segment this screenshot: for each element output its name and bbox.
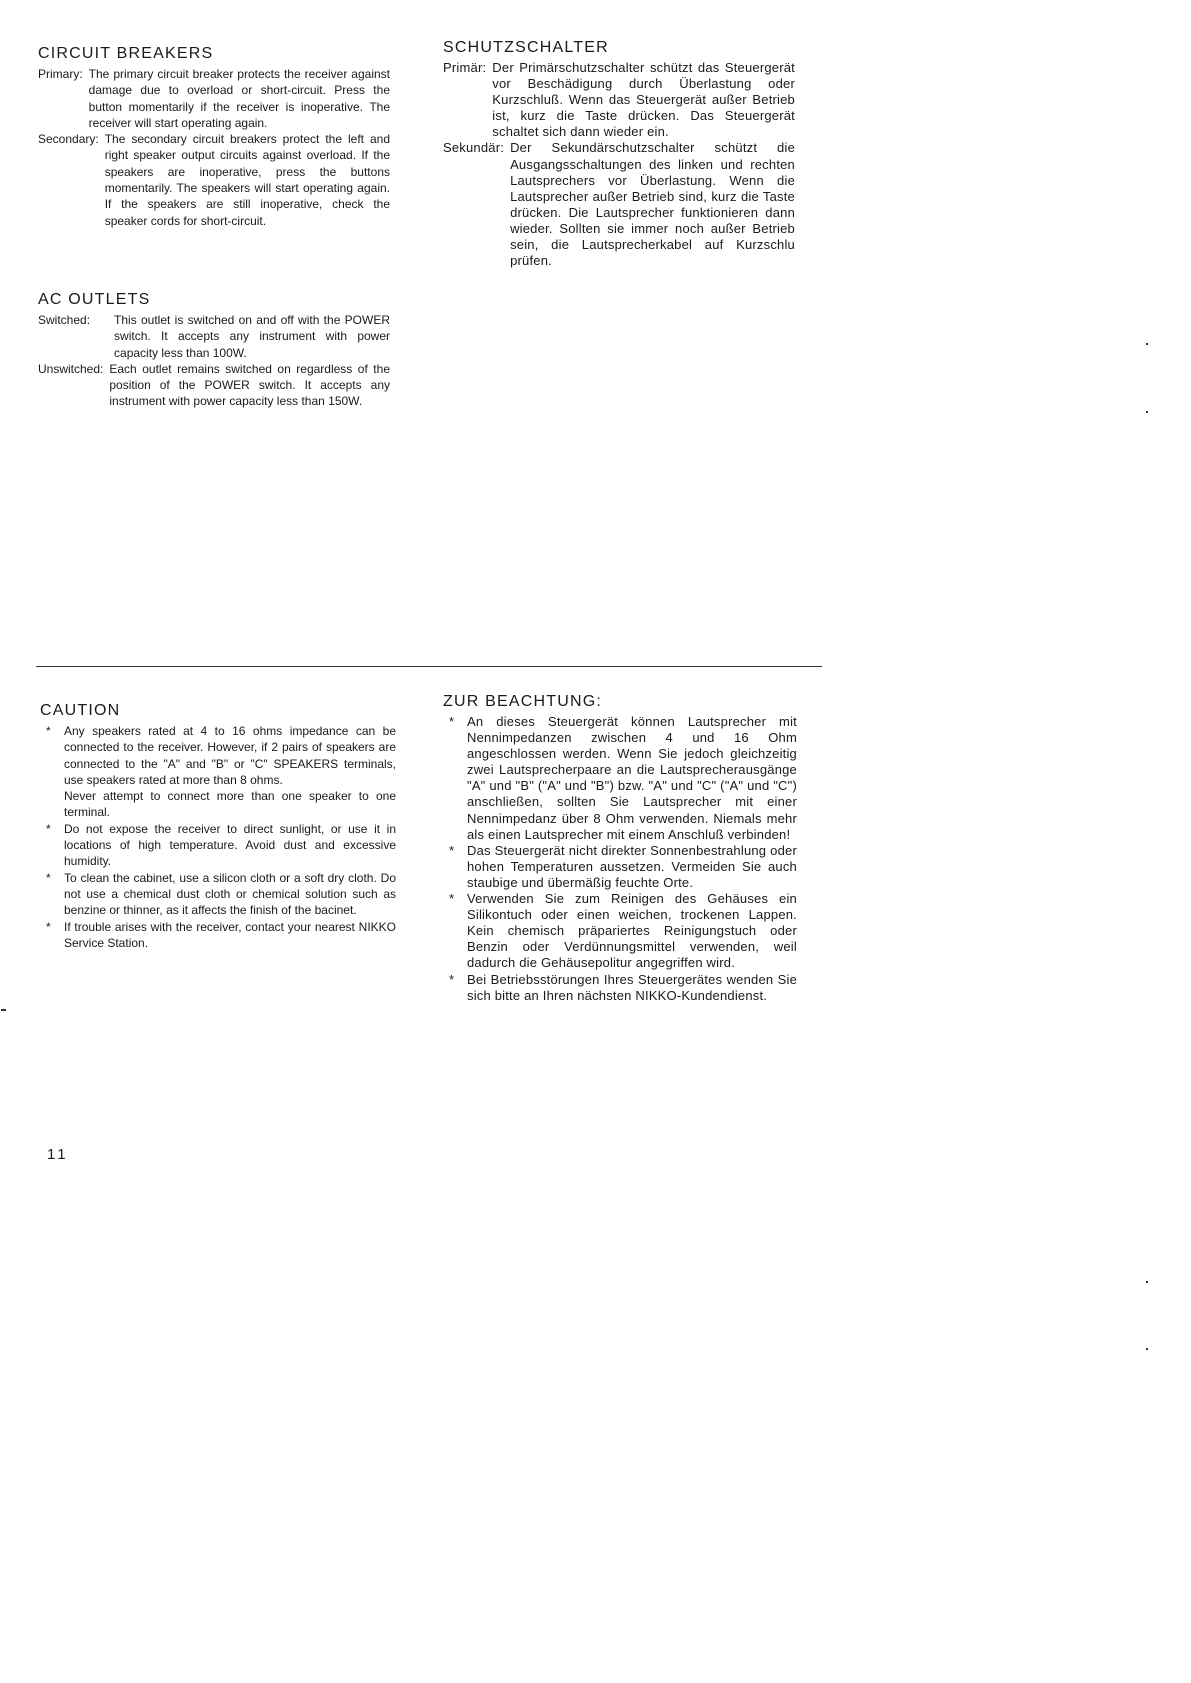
- beachtung-item-text: Verwenden Sie zum Reinigen des Gehäuses ein Silikontuch oder einen weichen, trockenen Lappen. Kein chemisch präpariertes Reinigungstuch oder Benzin oder Verdünnungsmittel verwenden, weil dadurch die Gehäusepolitur angegriffen wird.: [467, 891, 797, 971]
- term-sekundaer: Sekundär:: [443, 140, 505, 156]
- text-primary: The primary circuit breaker protects the receiver against damage due to overload or short-circuit. Press the button momentarily if the receiver is inoperative. The receiver will start operating again.: [88, 67, 390, 130]
- definition-sekundaer: [443, 140, 795, 269]
- section-divider: [36, 666, 822, 667]
- heading-ac-outlets: AC OUTLETS: [38, 291, 151, 308]
- bullet-star: *: [46, 870, 51, 885]
- heading-zur-beachtung: ZUR BEACHTUNG:: [443, 693, 603, 710]
- bullet-star: *: [46, 919, 51, 934]
- term-secondary: Secondary:: [38, 132, 99, 147]
- scan-speck: [1146, 411, 1148, 413]
- bullet-star: *: [449, 714, 455, 729]
- term-primaer: Primär:: [443, 60, 487, 75]
- caution-item-3: [40, 870, 396, 919]
- section-schutzschalter: [443, 38, 795, 269]
- scan-speck: [1, 1009, 6, 1011]
- scan-speck: [1146, 1348, 1148, 1350]
- text-primaer: Der Primärschutzschalter schützt das Steuergerät vor Beschädigung durch Überlastung oder Kurzschluß. Wenn das Steuergerät außer Betrieb ist, kurz die Taste drücken. Das Steuergerät schaltet sich dann wieder ein.: [492, 60, 795, 140]
- section-circuit-breakers: [38, 44, 390, 229]
- beachtung-item-3: [443, 891, 797, 971]
- bullet-star: *: [449, 971, 455, 987]
- text-switched: This outlet is switched on and off with the POWER switch. It accepts any instrument with power capacity less than 100W.: [114, 313, 390, 360]
- caution-item-2: [40, 821, 396, 870]
- heading-circuit-breakers: CIRCUIT BREAKERS: [38, 45, 214, 62]
- beachtung-item-1: [443, 714, 797, 843]
- text-unswitched: Each outlet remains switched on regardless of the position of the POWER switch. It accepts any instrument with power capacity less than 150W.: [109, 361, 390, 409]
- section-caution: [40, 701, 396, 951]
- term-switched: Switched:: [38, 313, 91, 327]
- caution-item-text: If trouble arises with the receiver, contact your nearest NIKKO Service Station.: [64, 919, 396, 950]
- heading-schutzschalter: SCHUTZSCHALTER: [443, 39, 609, 56]
- definition-primary: [38, 66, 390, 131]
- bullet-star: *: [449, 842, 455, 858]
- caution-item-text: Do not expose the receiver to direct sunlight, or use it in locations of high temperature. Avoid dust and excessive humidity.: [64, 821, 396, 869]
- bullet-star: *: [46, 724, 51, 738]
- section-zur-beachtung: [443, 692, 797, 1004]
- term-primary: Primary:: [38, 67, 83, 81]
- definition-unswitched: [38, 361, 390, 410]
- beachtung-item-text: An dieses Steuergerät können Lautsprecher mit Nennimpedanzen zwischen 4 und 16 Ohm angeschlossen werden. Wenn Sie jedoch gleichzeitig zwei Lautsprecherpaare an die Lautsprecherausgänge "A" und "B" ("A" und "B") bzw. "A" und "C" ("A" und "C") anschließen, sollten Sie Lautsprecher mit einer Nennimpedanz über 8 Ohm verwenden. Niemals mehr als einen Lautsprecher mit einem Anschluß verbinden!: [467, 714, 797, 842]
- definition-primaer: [443, 60, 795, 140]
- text-secondary: The secondary circuit breakers protect the left and right speaker output circuits against overload. If the speakers are inoperative, press the buttons momentarily. The speakers will start operating again. If the speakers are still inoperative, check the speaker cords for short-circuit.: [104, 132, 390, 228]
- bullet-star: *: [46, 821, 51, 836]
- beachtung-item-4: [443, 972, 797, 1004]
- heading-caution: CAUTION: [40, 702, 121, 719]
- term-unswitched: Unswitched:: [38, 361, 104, 376]
- beachtung-item-text: Das Steuergerät nicht direkter Sonnenbestrahlung oder hohen Temperaturen aussetzen. Vermeiden Sie auch staubige und übermäßig feuchte Orte.: [467, 842, 797, 890]
- definition-secondary: [38, 131, 390, 229]
- beachtung-item-text: Bei Betriebsstörungen Ihres Steuergerätes wenden Sie sich bitte an Ihren nächsten NIKKO-Kundendienst.: [467, 971, 797, 1003]
- caution-item-text: To clean the cabinet, use a silicon cloth or a soft dry cloth. Do not use a chemical dust cloth or chemical solution such as benzine or thinner, as it affects the finish of the bacinet.: [64, 870, 396, 918]
- bullet-star: *: [449, 891, 455, 907]
- caution-item-4: [40, 919, 396, 952]
- caution-item-1: [40, 723, 396, 821]
- text-sekundaer: Der Sekundärschutzschalter schützt die Ausgangsschaltungen des linken und rechten Lautsprechers vor Überlastung. Wenn die Lautsprecher außer Betrieb sind, kurz die Taste drücken. Die Lautsprecher funktionieren dann wieder. Sollten sie immer noch außer Betrieb sein, die Lautsprecherkabel auf Kurzschlu prüfen.: [510, 140, 795, 269]
- caution-note: Never attempt to connect more than one speaker to one terminal.: [64, 789, 396, 820]
- caution-item-text: Any speakers rated at 4 to 16 ohms impedance can be connected to the receiver. However, if 2 pairs of speakers are connected to the "A" and "B" or "C" SPEAKERS terminals, use speakers rated at more than 8 ohms.: [64, 724, 396, 787]
- definition-switched: [38, 312, 390, 361]
- scan-speck: [1146, 343, 1148, 345]
- beachtung-item-2: [443, 843, 797, 891]
- section-ac-outlets: [38, 290, 390, 410]
- scan-speck: [1146, 1281, 1148, 1283]
- page-number: 11: [47, 1146, 69, 1163]
